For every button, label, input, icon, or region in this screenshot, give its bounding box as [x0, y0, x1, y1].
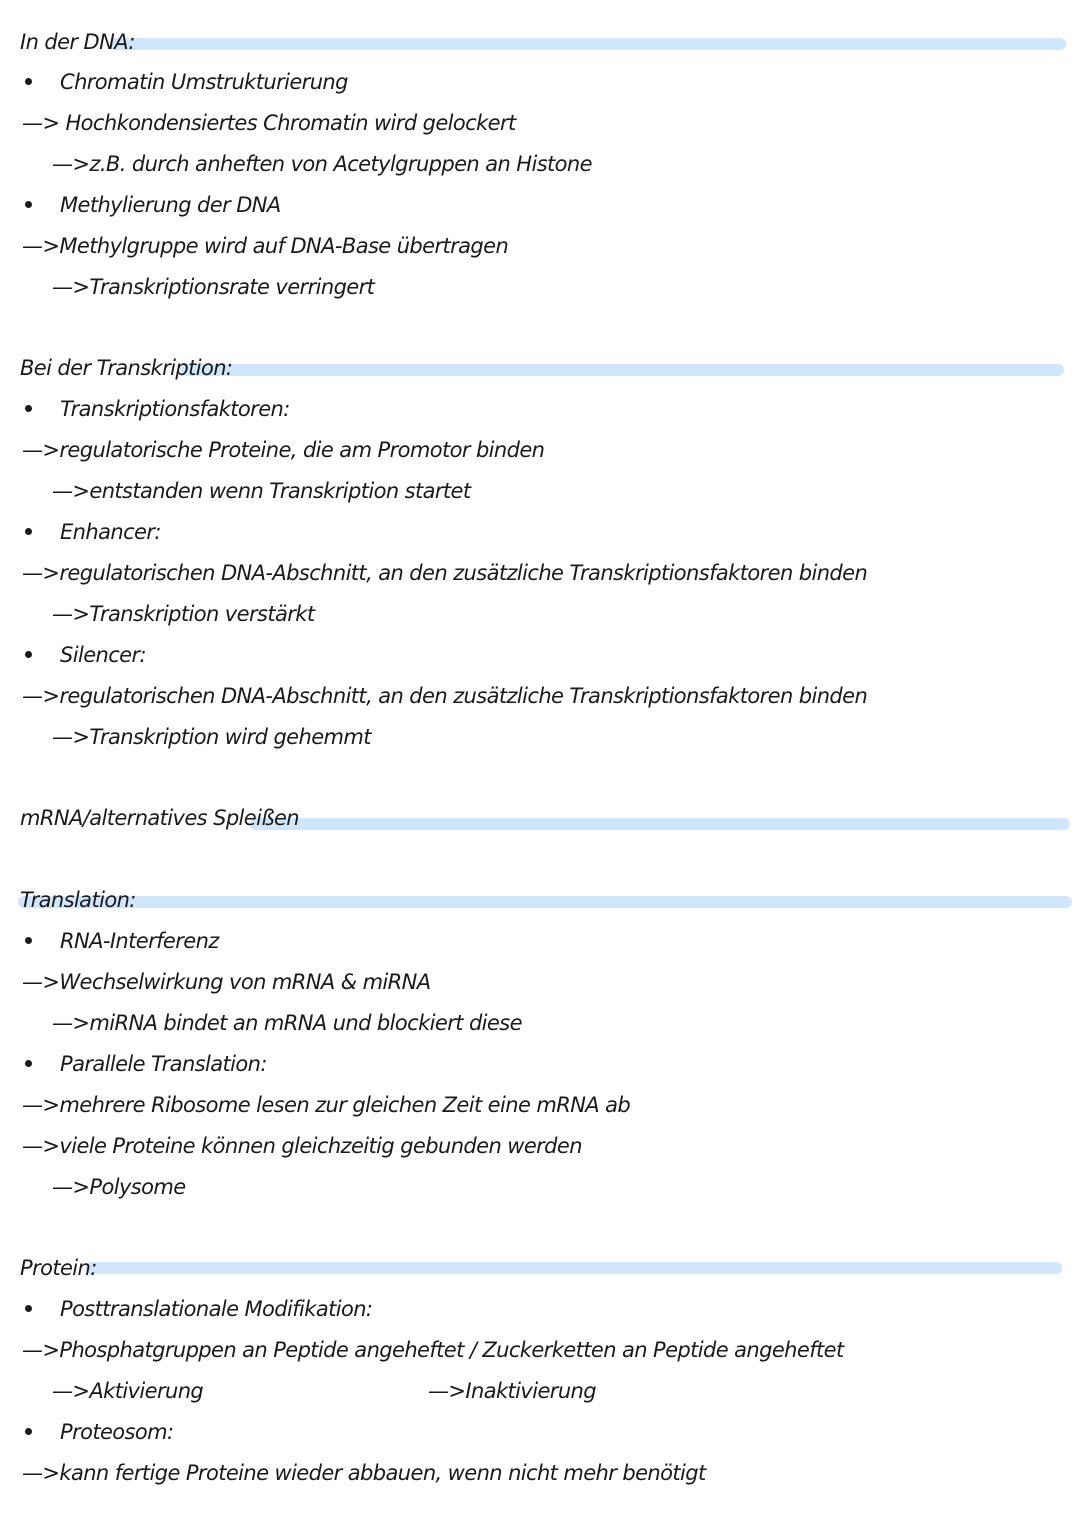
arrow-line: —> Hochkondensiertes Chromatin wird gelockert: [22, 111, 516, 135]
arrow-line: —>regulatorische Proteine, die am Promotor binden: [22, 438, 545, 462]
section-heading-dna: In der DNA:: [20, 30, 135, 54]
bullet-posttranslationale-modifikation: Posttranslationale Modifikation:: [60, 1297, 373, 1321]
bullet-dot: [25, 528, 32, 535]
arrow-line: —>Wechselwirkung von mRNA & miRNA: [22, 970, 431, 994]
arrow-line: —>entstanden wenn Transkription startet: [52, 479, 471, 503]
heading-highlight-dna: [110, 38, 1066, 50]
arrow-line: —>Polysome: [52, 1175, 186, 1199]
arrow-line: —>Transkription wird gehemmt: [52, 725, 371, 749]
heading-highlight-transcription: [180, 364, 1064, 376]
arrow-line: —>mehrere Ribosome lesen zur gleichen Zeit eine mRNA ab: [22, 1093, 631, 1117]
arrow-line-aktivierung: —>Aktivierung: [52, 1379, 204, 1403]
bullet-silencer: Silencer:: [60, 643, 147, 667]
heading-highlight-protein: [86, 1262, 1062, 1274]
bullet-dot: [25, 1428, 32, 1435]
bullet-dot: [25, 651, 32, 658]
bullet-parallele-translation: Parallele Translation:: [60, 1052, 267, 1076]
bullet-dot: [25, 78, 32, 85]
arrow-line: —>Transkriptionsrate verringert: [52, 275, 375, 299]
arrow-line: —>viele Proteine können gleichzeitig gebunden werden: [22, 1134, 582, 1158]
bullet-rna-interferenz: RNA-Interferenz: [60, 929, 219, 953]
arrow-line: —>z.B. durch anheften von Acetylgruppen an Histone: [52, 152, 592, 176]
bullet-dot: [25, 1060, 32, 1067]
arrow-line: —>regulatorischen DNA-Abschnitt, an den zusätzliche Transkriptionsfaktoren binden: [22, 561, 868, 585]
arrow-line: —>miRNA bindet an mRNA und blockiert diese: [52, 1011, 522, 1035]
bullet-enhancer: Enhancer:: [60, 520, 161, 544]
section-heading-protein: Protein:: [20, 1256, 97, 1280]
heading-highlight-splicing: [250, 818, 1070, 830]
arrow-line: —>Methylgruppe wird auf DNA-Base übertragen: [22, 234, 509, 258]
bullet-dot: [25, 937, 32, 944]
arrow-line: —>regulatorischen DNA-Abschnitt, an den zusätzliche Transkriptionsfaktoren binden: [22, 684, 868, 708]
section-heading-translation: Translation:: [20, 888, 136, 912]
bullet-chromatin: Chromatin Umstrukturierung: [60, 70, 348, 94]
section-heading-splicing: mRNA/alternatives Spleißen: [20, 806, 300, 830]
arrow-line-inaktivierung: —>Inaktivierung: [428, 1379, 596, 1403]
bullet-methylierung: Methylierung der DNA: [60, 193, 281, 217]
heading-highlight-translation: [18, 896, 1072, 908]
bullet-dot: [25, 405, 32, 412]
bullet-dot: [25, 201, 32, 208]
arrow-line: —>kann fertige Proteine wieder abbauen, wenn nicht mehr benötigt: [22, 1461, 706, 1485]
bullet-transkriptionsfaktoren: Transkriptionsfaktoren:: [60, 397, 290, 421]
bullet-proteosom: Proteosom:: [60, 1420, 174, 1444]
arrow-line: —>Phosphatgruppen an Peptide angeheftet / Zuckerketten an Peptide angeheftet: [22, 1338, 844, 1362]
section-heading-transcription: Bei der Transkription:: [20, 356, 233, 380]
bullet-dot: [25, 1305, 32, 1312]
arrow-line: —>Transkription verstärkt: [52, 602, 315, 626]
